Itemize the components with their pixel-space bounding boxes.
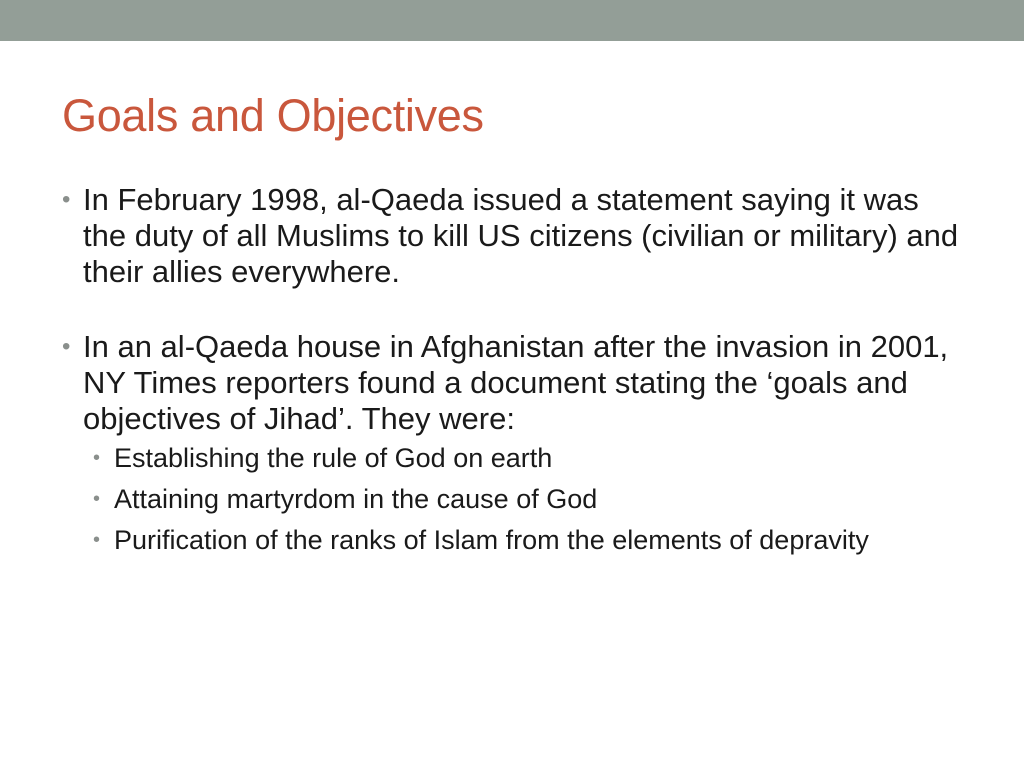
bullet-item-1 bbox=[62, 182, 962, 290]
bullet-item-2 bbox=[62, 329, 962, 555]
bullet-text: In February 1998, al-Qaeda issued a statement saying it was the duty of all Muslims to kill US citizens (civilian or military) and their allies everywhere. bbox=[83, 182, 959, 289]
sub-bullet-list bbox=[83, 443, 962, 555]
slide-title: Goals and Objectives bbox=[62, 90, 484, 141]
sub-bullet-text: Purification of the ranks of Islam from the elements of depravity bbox=[114, 525, 869, 555]
slide-content bbox=[62, 182, 962, 555]
sub-bullet-item bbox=[83, 443, 962, 473]
sub-bullet-dot-icon: • bbox=[93, 488, 101, 510]
bullet-dot-icon: • bbox=[62, 333, 71, 360]
bullet-dot-icon: • bbox=[62, 186, 71, 213]
sub-bullet-text: Attaining martyrdom in the cause of God bbox=[114, 484, 598, 514]
sub-bullet-item bbox=[83, 484, 962, 514]
sub-bullet-item bbox=[83, 525, 962, 555]
bullet-list bbox=[62, 182, 962, 555]
sub-bullet-text: Establishing the rule of God on earth bbox=[114, 443, 553, 473]
sub-bullet-dot-icon: • bbox=[93, 529, 101, 551]
bullet-text: In an al-Qaeda house in Afghanistan after the invasion in 2001, NY Times reporters found a document stating the ‘goals and objectives of Jihad’. They were: bbox=[83, 329, 949, 436]
top-accent-bar bbox=[0, 0, 1024, 41]
sub-bullet-dot-icon: • bbox=[93, 447, 101, 469]
